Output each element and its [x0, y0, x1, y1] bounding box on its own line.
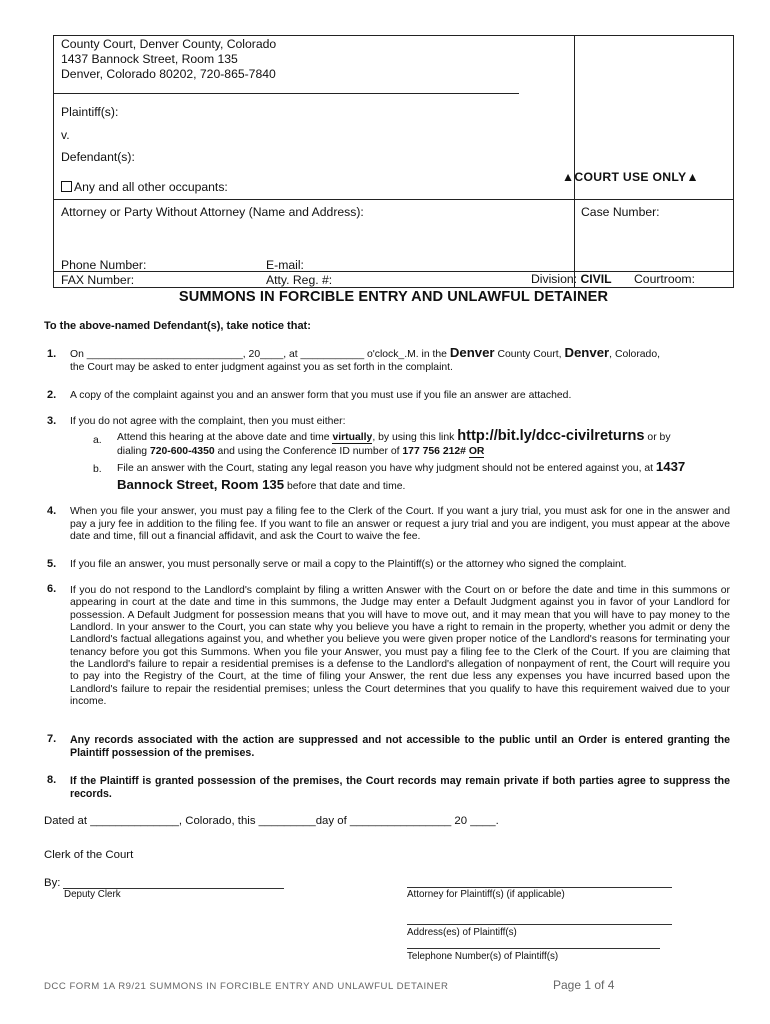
by-label: By:: [44, 877, 61, 889]
deputy-clerk-label: Deputy Clerk: [64, 889, 121, 900]
court-address-street: Bannock Street, Room 135: [117, 477, 285, 492]
item-3a: [117, 429, 731, 459]
plaintiff-address-line[interactable]: [407, 924, 672, 925]
virtually-text: virtually: [332, 432, 373, 443]
item-number-8: 8.: [47, 774, 57, 786]
item-2: A copy of the complaint against you and an answer form that you must use if you file an answer are attached.: [70, 390, 572, 401]
division-value: CIVIL: [580, 272, 612, 286]
plaintiff-telephone-line[interactable]: [407, 948, 660, 949]
item-1-text-c: , Colorado,: [609, 349, 660, 360]
item-number-5: 5.: [47, 558, 57, 570]
or-text: OR: [468, 446, 485, 457]
item-1: [70, 347, 730, 374]
dial-in-number: 720-600-4350: [149, 446, 215, 457]
fax-label: FAX Number:: [61, 273, 135, 287]
email-label: E-mail:: [266, 258, 304, 272]
occupants-label: Any and all other occupants:: [74, 180, 228, 194]
item-number-6: 6.: [47, 583, 57, 595]
county-name: Denver: [449, 345, 495, 360]
document-title: SUMMONS IN FORCIBLE ENTRY AND UNLAWFUL DETAINER: [178, 289, 609, 305]
city-name: Denver: [564, 345, 610, 360]
item-3a-text-3: or by: [644, 432, 671, 443]
item-number-2: 2.: [47, 389, 57, 401]
attorney-label: Attorney or Party Without Attorney (Name and Address):: [61, 205, 364, 219]
virtual-hearing-link[interactable]: http://bit.ly/dcc-civilreturns: [457, 428, 645, 444]
item-number-1: 1.: [47, 348, 57, 360]
item-4: When you file your answer, you must pay a filing fee to the Clerk of the Court. If you want a jury trial, you must ask for one in the answer and pay a jury fee in addition to the filing fee. If you want to file an answer or request a jury trial and you are indigent, you must appear at the above date and time, fill out a financial affidavit, and ask the Court to waive the fee.: [70, 506, 730, 543]
item-number-3: 3.: [47, 415, 57, 427]
phone-label: Phone Number:: [61, 258, 147, 272]
plaintiff-telephone-label: Telephone Number(s) of Plaintiff(s): [407, 951, 559, 962]
attorney-for-plaintiff-label: Attorney for Plaintiff(s) (if applicable): [407, 889, 565, 900]
item-3a-text-4: dialing: [117, 446, 150, 457]
caption-divider-vertical: [574, 36, 575, 287]
court-city: Denver, Colorado 80202, 720-865-7840: [61, 67, 276, 81]
page-number: Page 1 of 4: [553, 978, 615, 992]
caption-box: [53, 35, 734, 288]
court-use-only: ▲COURT USE ONLY▲: [562, 170, 699, 184]
item-3b-label: b.: [93, 464, 102, 475]
item-7: Any records associated with the action are suppressed and not accessible to the public until an Order is entered granting the Plaintiff possession of the premises.: [70, 734, 730, 759]
item-3: If you do not agree with the complaint, then you must either:: [70, 416, 346, 427]
court-address-underline: [54, 93, 519, 94]
division-label: Division:: [531, 272, 581, 286]
court-address-number: 1437: [655, 459, 686, 474]
item-8: If the Plaintiff is granted possession of the premises, the Court records may remain private if both parties agree to suppress the records.: [70, 775, 730, 800]
courtroom-label: Courtroom:: [634, 272, 695, 286]
versus-label: v.: [61, 128, 70, 142]
caption-divider-attorney: [54, 199, 733, 200]
item-3a-text-2: , by using this link: [372, 432, 458, 443]
intro-notice: To the above-named Defendant(s), take notice that:: [44, 320, 311, 332]
item-1-text-a: On ___________________________, 20____, at ___________ o'clock_.M. in the: [70, 349, 450, 360]
occupants-row: [61, 180, 228, 195]
item-1-text-b: County Court,: [494, 349, 565, 360]
caption-divider-bottom: [54, 271, 733, 272]
item-number-4: 4.: [47, 505, 57, 517]
item-5: If you file an answer, you must personally serve or mail a copy to the Plaintiff(s) or the attorney who signed the complaint.: [70, 559, 627, 570]
form-identifier: DCC FORM 1A R9/21 SUMMONS IN FORCIBLE ENTRY AND UNLAWFUL DETAINER: [44, 981, 449, 992]
plaintiff-address-label: Address(es) of Plaintiff(s): [407, 927, 517, 938]
item-3a-label: a.: [93, 435, 102, 446]
item-3b-text-2: before that date and time.: [284, 481, 406, 492]
item-3a-text-5: and using the Conference ID number of: [214, 446, 403, 457]
court-street: 1437 Bannock Street, Room 135: [61, 52, 238, 66]
defendant-label: Defendant(s):: [61, 150, 135, 164]
item-3a-text-1: Attend this hearing at the above date and time: [117, 432, 333, 443]
conference-id: 177 756 212#: [402, 446, 466, 457]
item-3b-text-1: File an answer with the Court, stating any legal reason you have why judgment should not be entered against you, at: [117, 463, 656, 474]
plaintiff-label: Plaintiff(s):: [61, 105, 119, 119]
item-3b: [117, 459, 733, 495]
item-6: If you do not respond to the Landlord's complaint by filing a written Answer with the Court on or before the date and time in this summons or appearing in court at the date and time in this summons, the Judge may enter a Default Judgment against you in favor of your Landlord for possession. A Default Judgment for possession means that you will have to move out, and it may mean that you will have to pay money to the Landlord. In your answer to the Court, you can state why you believe you have a right to remain in the property, whether you admit or deny the Landlord's factual allegations against you, and whether you believe you were given proper notice of the Landlord's reasons for terminating your tenancy before you got this Summons. When you file your Answer, you must pay a filing fee to the Clerk of the Court. If you are claiming that the Landlord's failure to repair a residential premises is a defense to the Landlord's allegation of nonpayment of rent, the Court will require you to pay into the Registry of the Court, at the time of filing your Answer, the rent due less any expenses you have incurred based upon the Landlord's failure to repair the residential premises; unless the Court determines that you qualify to have this requirement waived due to your income.: [70, 585, 730, 708]
court-name: County Court, Denver County, Colorado: [61, 37, 277, 51]
case-number-label: Case Number:: [581, 205, 660, 219]
division-row: [531, 272, 612, 287]
occupants-checkbox[interactable]: [61, 181, 72, 192]
dated-line: Dated at ______________, Colorado, this _________day of ________________ 20 ____.: [44, 815, 499, 827]
clerk-label: Clerk of the Court: [44, 849, 134, 861]
item-1-text-line2: the Court may be asked to enter judgment against you as set forth in the complaint.: [70, 361, 453, 373]
atty-reg-label: Atty. Reg. #:: [266, 273, 333, 287]
item-number-7: 7.: [47, 733, 57, 745]
attorney-signature-line[interactable]: [407, 887, 672, 888]
